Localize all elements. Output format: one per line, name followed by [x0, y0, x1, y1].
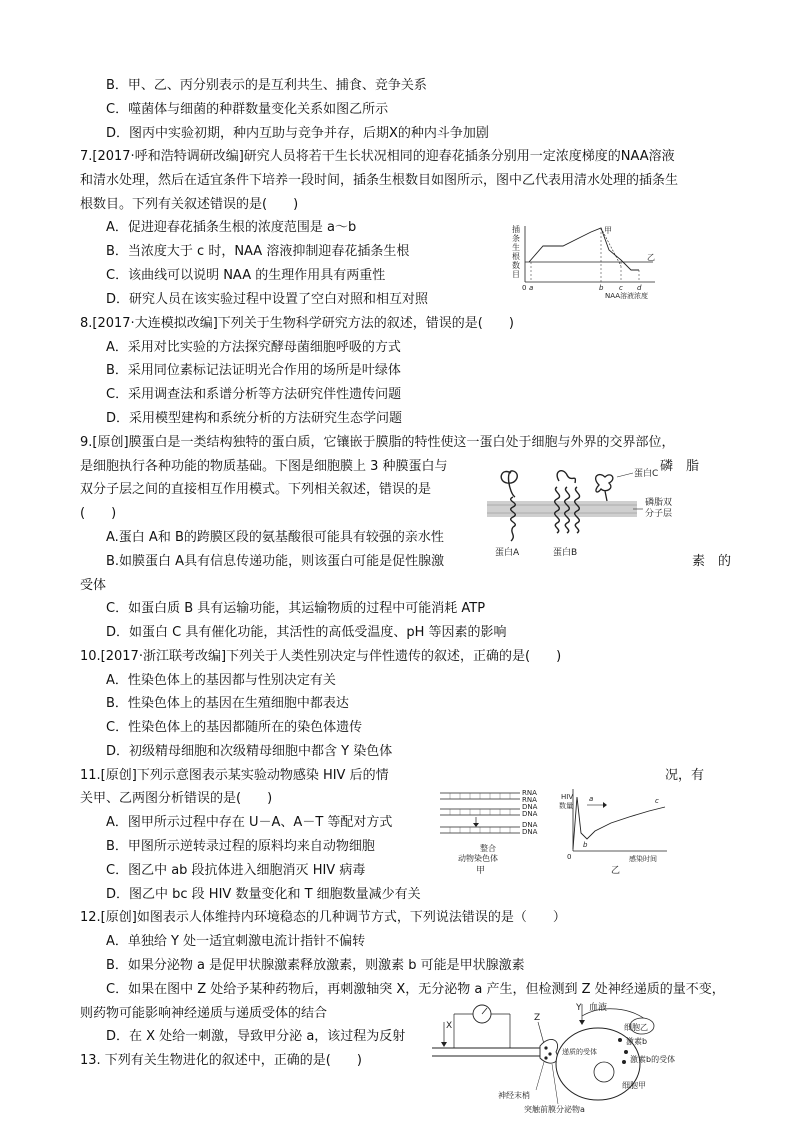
q12-label-nerve-ending: 神经末梢: [498, 1091, 530, 1100]
q12-option-d: D．在 X 处给一刺激，导致甲分泌 a，该过程为反射: [106, 1029, 406, 1044]
q11-option-d: D．图乙中 bc 段 HIV 数量变化和 T 细胞数量减少有关: [106, 887, 421, 902]
q6-option-d: D．图丙中实验初期，种内互助与竞争并存，后期X的种内斗争加剧: [106, 126, 489, 141]
q11-ylabel-count: 数量: [559, 802, 573, 810]
q7-figure-ylabel: [512, 224, 520, 279]
q11-strand-label-1: RNA: [522, 796, 537, 804]
q11-strand-label-0: RNA: [522, 789, 537, 797]
q10-option-b: B．性染色体上的基因在生殖细胞中都表达: [106, 696, 349, 711]
q11-strand-label-4: DNA: [522, 821, 538, 829]
q7-option-c: C．该曲线可以说明 NAA 的生理作用具有两重性: [106, 268, 386, 283]
q9-label-protein-c: 蛋白C: [634, 469, 659, 479]
q11-stem-line1-right: 况，有: [665, 768, 705, 783]
q12-galvanometer-needle: [482, 1008, 487, 1014]
q7-tick-d: d: [637, 284, 642, 292]
q8-option-b: B．采用同位素标记法证明光合作用的场所是叶绿体: [106, 363, 401, 378]
q11-figure-jia: [440, 787, 544, 875]
q11-point-b: b: [583, 841, 588, 849]
q11-caption-jia: 甲: [476, 866, 486, 875]
q11-figure-yi: [555, 787, 675, 875]
q9-stem-line3: 双分子层之间的直接相互作用模式。下列相关叙述，错误的是: [80, 482, 432, 497]
q8-option-d: D．采用模型建构和系统分析的方法研究生态学问题: [106, 411, 403, 426]
q12-label-blood: 血液: [589, 1003, 608, 1013]
q12-label-transmitter-receptor: 递质的受体: [562, 1048, 597, 1056]
q7-stem-line1: 7.[2017·呼和浩特调研改编]研究人员将若干生长状况相同的迎春花插条分别用一定浓度梯度的NAA溶液: [80, 149, 675, 164]
q8-option-a: A．采用对比实验的方法探究酵母菌细胞呼吸的方式: [106, 340, 401, 355]
q7-stem-line3: 根数目。下列有关叙述错误的是( ): [80, 197, 299, 212]
q13-stem: 13. 下列有关生物进化的叙述中，正确的是( ): [80, 1053, 362, 1068]
q9-option-b-line2: 受体: [80, 578, 107, 593]
q11-note-integrate: 整合: [480, 844, 496, 853]
q7-stem-line2: 和清水处理，然后在适宜条件下培养一段时间，插条生根数目如图所示，图中乙代表用清水处理的插条生: [80, 173, 679, 188]
q7-tick-0: 0: [522, 284, 527, 292]
q11-option-b: B．甲图所示逆转录过程的原料均来自动物细胞: [106, 839, 375, 854]
q12-label-y: Y: [576, 1003, 582, 1013]
q10-stem: 10.[2017·浙江联考改编]下列关于人类性别决定与伴性遗传的叙述，正确的是( ): [80, 649, 562, 664]
q9-stem-line2-right: 磷 脂: [660, 459, 700, 474]
q7-option-b: B．当浓度大于 c 时，NAA 溶液抑制迎春花插条生根: [106, 244, 410, 259]
q11-strand-label-5: DNA: [522, 828, 538, 836]
q7-tick-a: a: [529, 284, 534, 292]
q7-label-yi: 乙: [647, 253, 655, 262]
q9-stem-line2: 是细胞执行各种功能的物质基础。下图是细胞膜上 3 种膜蛋白与: [80, 459, 448, 474]
q10-option-d: D．初级精母细胞和次级精母细胞中都含 Y 染色体: [106, 744, 393, 759]
q7-option-d: D．研究人员在该实验过程中设置了空白对照和相互对照: [106, 292, 429, 307]
q7-option-a: A．促进迎春花插条生根的浓度范围是 a～b: [106, 220, 357, 235]
q7-figure-root-count: [505, 222, 665, 300]
q7-tick-b: b: [599, 284, 604, 292]
q12-label-cell-yi: 细胞乙: [624, 1023, 648, 1032]
q9-label-bilayer-1: 磷脂双: [645, 498, 673, 508]
q7-ylabel-0: 插: [512, 225, 520, 234]
q12-nerve-ending: [540, 1039, 558, 1063]
q12-label-hormone-b-receptor: 激素b的受体: [630, 1055, 676, 1064]
q11-integrate-arrowhead: [473, 823, 479, 827]
q8-stem: 8.[2017·大连模拟改编]下列关于生物科学研究方法的叙述，错误的是( ): [80, 316, 514, 331]
q11-option-c: C．图乙中 ab 段抗体进入细胞消灭 HIV 病毒: [106, 863, 366, 878]
q12-option-b: B．如果分泌物 a 是促甲状腺激素释放激素，则激素 b 可能是甲状腺激素: [106, 958, 525, 973]
q7-xlabel: NAA溶液浓度: [605, 292, 649, 300]
q11-point-a: a: [589, 795, 594, 803]
q11-strand-label-3: DNA: [522, 810, 538, 818]
q11-strand-label-2: DNA: [522, 803, 538, 811]
q11-stem-line1: 11.[原创]下列示意图表示某实验动物感染 HIV 后的情: [80, 768, 389, 783]
q7-ylabel-5: 目: [512, 270, 520, 279]
q12-label-hormone-b: 激素b: [626, 1037, 648, 1046]
q11-ylabel-hiv: HIV: [561, 793, 574, 801]
q12-y-arrowhead: [579, 1020, 585, 1025]
q11-origin: 0: [567, 853, 572, 861]
q9-figure-membrane-proteins: [487, 463, 683, 559]
q7-curve-jia: [529, 228, 639, 270]
q9-protein-c: [596, 475, 613, 501]
q9-label-protein-a: 蛋白A: [495, 548, 520, 558]
q12-z-leader: [538, 1022, 544, 1044]
q12-option-a: A．单独给 Y 处一适宜刺激电流计指针不偏转: [106, 934, 366, 949]
q11-point-c: c: [655, 797, 659, 805]
q9-stem-line1: 9.[原创]膜蛋白是一类结构独特的蛋白质，它镶嵌于膜脂的特性使这一蛋白处于细胞与外界的交界部位，: [80, 435, 675, 450]
q6-option-b: B．甲、乙、丙分别表示的是互利共生、捕食、竞争关系: [106, 78, 427, 93]
q12-x-arrowhead: [441, 1042, 447, 1047]
q11-xlabel: 感染时间: [629, 855, 657, 863]
q11-option-a: A．图甲所示过程中存在 U－A、A－T 等配对方式: [106, 815, 393, 830]
q9-option-a: A.蛋白 A和 B的跨膜区段的氨基酸很可能具有较强的亲水性: [106, 530, 444, 545]
q10-option-a: A．性染色体上的基因都与性别决定有关: [106, 673, 336, 688]
q12-figure-regulation: [432, 1000, 684, 1118]
q7-ylabel-4: 数: [512, 261, 520, 270]
q9-option-c: C．如蛋白质 B 具有运输功能，其运输物质的过程中可能消耗 ATP: [106, 601, 486, 616]
q7-label-jia: 甲: [604, 226, 612, 235]
q12-nerve-leader: [536, 1062, 544, 1090]
q9-label-protein-b: 蛋白B: [553, 548, 578, 558]
q9-label-bilayer-2: 分子层: [645, 509, 673, 519]
q11-caption-yi: 乙: [611, 866, 621, 875]
q12-option-c-line1: C．如果在图中 Z 处给予某种药物后，再刺激轴突 X，无分泌物 a 产生，但检测到 Z 处神经递质的量不变，: [106, 982, 725, 997]
q7-tick-c: c: [619, 284, 623, 292]
q6-option-c: C．噬菌体与细菌的种群数量变化关系如图乙所示: [106, 102, 389, 117]
q9-option-d: D．如蛋白 C 具有催化功能，其活性的高低受温度、pH 等因素的影响: [106, 625, 507, 640]
q12-label-secretion-a: 突触前膜分泌物a: [524, 1105, 585, 1114]
q11-arrowhead: [603, 802, 607, 808]
q12-label-cell-jia: 细胞甲: [622, 1081, 646, 1090]
q8-option-c: C．采用调查法和系谱分析等方法研究伴性遗传问题: [106, 387, 402, 402]
q10-option-c: C．性染色体上的基因都随所在的染色体遗传: [106, 720, 363, 735]
q12-option-c-line2: 则药物可能影响神经递质与递质受体的结合: [80, 1006, 328, 1021]
q7-ylabel-2: 生: [512, 243, 520, 252]
q9-option-b: B.如膜蛋白 A具有信息传递功能，则该蛋白可能是促性腺激: [106, 554, 445, 569]
q9-leader-c: [617, 473, 633, 477]
q12-stem: 12.[原创]如图表示人体维持内环境稳态的几种调节方式，下列说法错误的是（ ）: [80, 910, 566, 925]
q12-label-z: Z: [534, 1013, 541, 1023]
q12-label-x: X: [446, 1021, 453, 1031]
q9-option-b-right: 素 的: [692, 554, 732, 569]
q9-bilayer: [487, 501, 637, 517]
q11-stem-line2: 关甲、乙两图分析错误的是( ): [80, 791, 273, 806]
q7-ylabel-1: 条: [512, 234, 520, 243]
q9-stem-line4: ( ): [80, 506, 117, 521]
q11-note-chromosome: 动物染色体: [458, 854, 498, 863]
q7-ylabel-3: 根: [512, 252, 520, 261]
